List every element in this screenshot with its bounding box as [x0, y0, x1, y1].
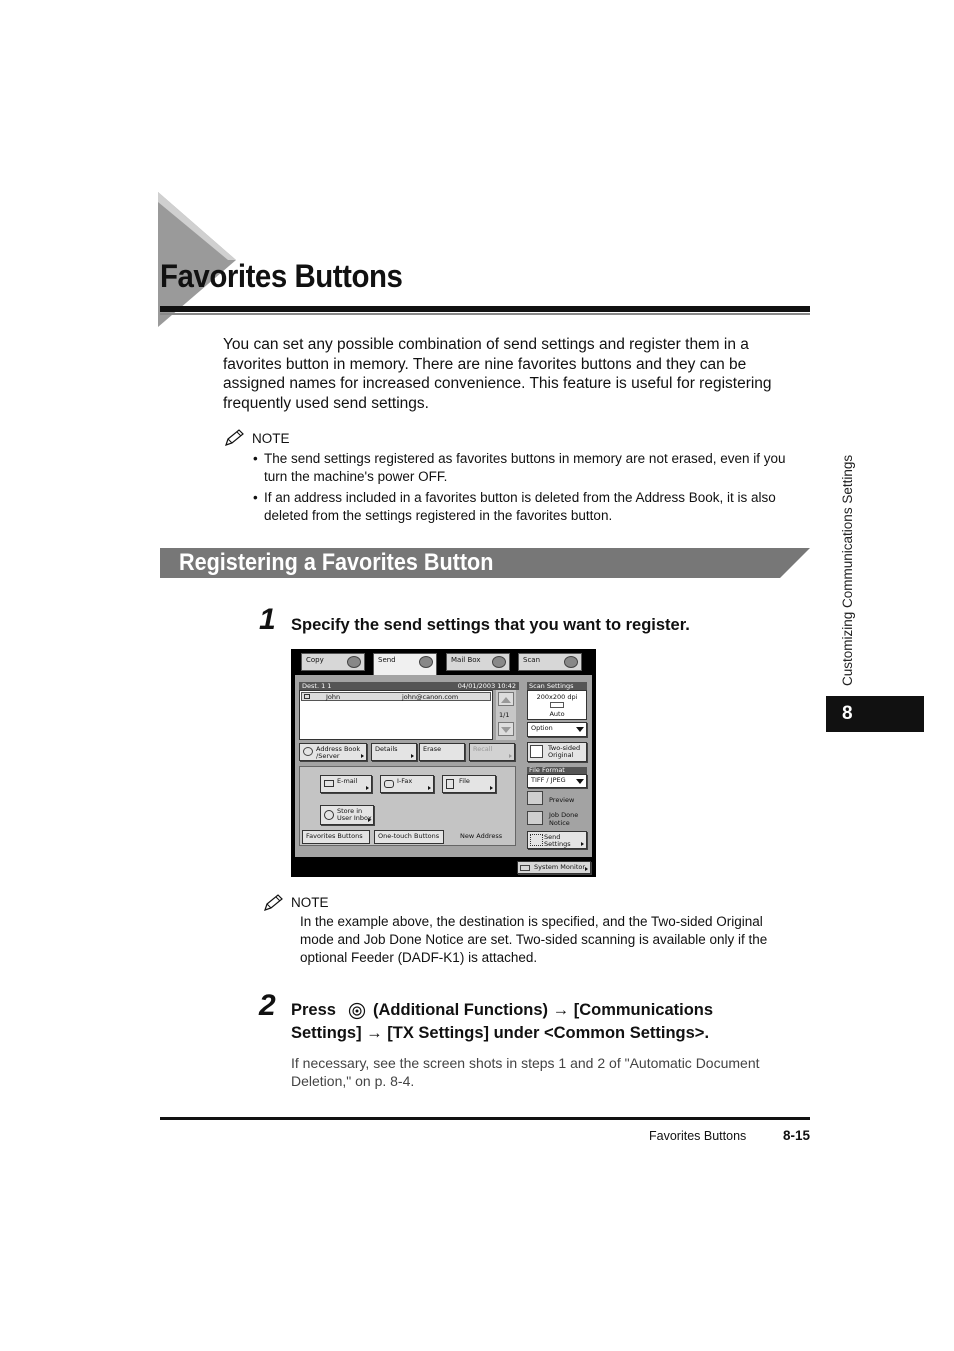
- tab-scan: Scan: [518, 653, 582, 671]
- preview-label: Preview: [549, 796, 575, 804]
- send-settings-button: Send Settings: [527, 831, 587, 849]
- address-type-panel: [299, 766, 516, 846]
- step-text: Specify the send settings that you want to register.: [291, 616, 690, 634]
- ifax-button: I-Fax: [380, 775, 434, 793]
- file-icon: [446, 779, 454, 789]
- job-done-notice-icon: [527, 811, 543, 825]
- page-number: 8-15: [783, 1128, 811, 1143]
- note-text: In the example above, the destination is specified, and the Two-sided Original mode and Job Done Notice are set. Two-sided scanning is available only if the optional Feeder (DADF-K1) is attached.: [300, 914, 768, 965]
- send-settings-icon: [530, 834, 543, 846]
- chapter-tab: [826, 696, 924, 732]
- details-button: Details: [371, 743, 417, 761]
- step-text: (Additional Functions) → [Communications Settings] → [TX Settings] under <Common Settings>.: [291, 1001, 714, 1042]
- one-touch-buttons-tab: One-touch Buttons: [374, 830, 444, 844]
- scroll-down-icon: [498, 722, 514, 736]
- resolution-value: 200x200 dpi: [536, 693, 578, 701]
- note-item: • If an address included in a favorites button is deleted from the Address Book, it is also deleted from the settings registered in the favorites button.: [252, 489, 812, 525]
- copy-icon: [347, 656, 361, 668]
- scan-settings-label: Scan Settings: [527, 682, 587, 690]
- page-title: Favorites Buttons: [160, 258, 403, 294]
- note-label: NOTE: [291, 895, 329, 910]
- step-subtext: If necessary, see the screen shots in steps 1 and 2 of "Automatic Document Deletion," on p. 8-4.: [291, 1055, 760, 1089]
- monitor-icon: [520, 865, 530, 871]
- intro-paragraph: You can set any possible combination of send settings and register them in a favorites button in memory. There are nine favorites buttons and they can be assigned names for increased convenience. This feature is useful for registering frequently used send settings.: [223, 336, 772, 412]
- envelope-icon: [304, 694, 310, 699]
- note-label: NOTE: [252, 431, 290, 446]
- preview-icon: [527, 791, 543, 805]
- new-address-tab: New Address: [460, 832, 503, 840]
- option-dropdown: Option: [527, 722, 587, 737]
- store-in-inbox-button: Store in User Inbox: [320, 805, 374, 825]
- two-sided-original-button: Two-sided Original: [527, 742, 587, 762]
- two-sided-icon: [530, 745, 543, 758]
- dest-list: [299, 690, 493, 740]
- address-book-button: Address Book /Server: [299, 743, 367, 761]
- scan-icon: [564, 656, 578, 668]
- system-monitor-button: System Monitor: [517, 861, 591, 874]
- step-press-label: Press: [291, 1001, 336, 1019]
- tab-copy: Copy: [301, 653, 365, 671]
- note-list: [252, 450, 812, 528]
- recall-button: Recall: [469, 743, 515, 761]
- job-done-notice-label: Job Done Notice: [549, 811, 579, 827]
- dest-scroller: [496, 690, 516, 740]
- inbox-icon: [324, 810, 334, 820]
- send-screen-screenshot: [291, 649, 596, 877]
- ifax-icon: [384, 780, 394, 788]
- scan-settings-box: [527, 690, 587, 720]
- tab-send: Send: [373, 653, 437, 675]
- section-title: Registering a Favorites Button: [179, 549, 494, 576]
- paper-icon: [528, 702, 586, 710]
- footer-rule: [160, 1117, 810, 1120]
- chapter-number: 8: [842, 703, 853, 724]
- pencil-icon: [263, 893, 285, 913]
- favorites-buttons-tab: Favorites Buttons: [302, 830, 370, 844]
- title-rule: [160, 306, 810, 312]
- note-item: • The send settings registered as favorites buttons in memory are not erased, even if you turn the machine's power OFF.: [252, 450, 812, 486]
- file-format-dropdown: TIFF / JPEG: [527, 774, 587, 788]
- scroll-up-icon: [498, 692, 514, 706]
- footer-title: Favorites Buttons: [649, 1129, 747, 1143]
- dest-header: Dest. 1 1 04/01/2003 10:42: [299, 682, 519, 690]
- dest-row: John john@canon.com: [301, 692, 491, 701]
- envelope-icon: [324, 780, 334, 787]
- pencil-icon: [224, 428, 246, 448]
- file-format-label: File Format: [527, 767, 587, 774]
- email-button: E-mail: [320, 775, 372, 793]
- tab-mail-box: Mail Box: [446, 653, 510, 671]
- send-icon: [419, 656, 433, 668]
- title-rule-shadow: [160, 313, 810, 315]
- erase-button: Erase: [419, 743, 465, 761]
- mode-value: Auto: [549, 710, 565, 718]
- chapter-side-label: Customizing Communications Settings: [840, 454, 855, 686]
- file-button: File: [442, 775, 496, 793]
- page-indicator: 1/1: [499, 711, 510, 719]
- address-book-icon: [303, 747, 313, 756]
- step-number: 1: [259, 603, 276, 636]
- screen-body: [295, 675, 592, 857]
- step-number: 2: [259, 989, 276, 1022]
- mailbox-icon: [492, 656, 506, 668]
